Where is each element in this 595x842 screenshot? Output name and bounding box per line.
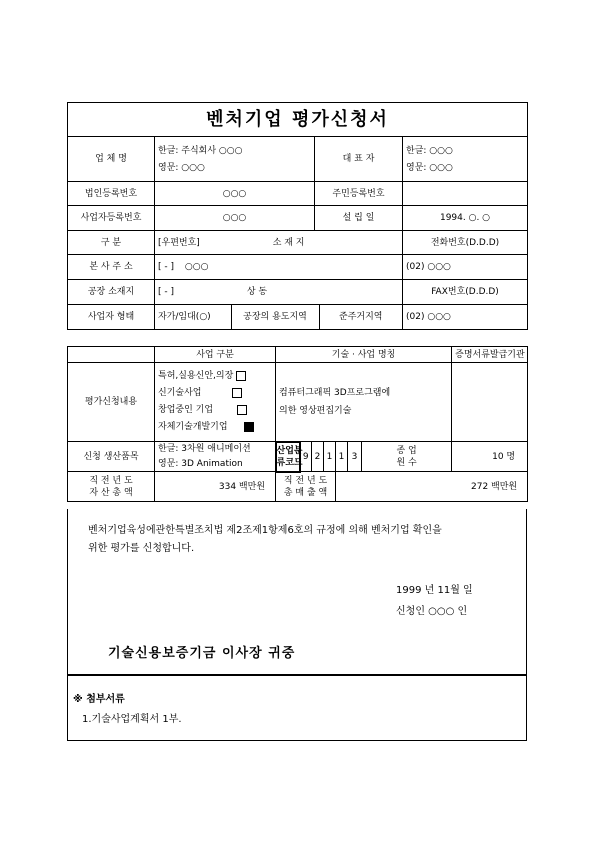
industry-code-label: 산업분 류코드	[276, 442, 300, 472]
division-label: 구 분	[68, 231, 155, 255]
tech-name-line-2: 의한 영상편집기술	[279, 405, 352, 416]
code-digit-2: 2	[312, 442, 324, 472]
attachment-item-1: 1.기술사업계획서 1부.	[82, 714, 182, 725]
startup-checkbox[interactable]	[237, 405, 247, 415]
employees-label: 종 업 원 수	[362, 442, 452, 472]
code-digit-4: 1	[336, 442, 348, 472]
company-name-en: 영문: ○○○	[158, 162, 205, 173]
ceo-label: 대 표 자	[315, 137, 403, 182]
corp-reg-label: 법인등록번호	[68, 182, 155, 206]
factory-address-cell	[155, 280, 403, 305]
attachments-box	[67, 675, 527, 741]
ownership-value: 자가/임대(○)	[155, 305, 231, 329]
corp-reg-value: ○○○	[155, 182, 315, 206]
hq-address-cell	[155, 255, 403, 280]
biz-type-cell	[155, 305, 403, 330]
zone-value: 준주거지역	[339, 312, 383, 322]
sales-value: 272 백만원	[336, 472, 528, 502]
ceo-name-kr: 한글: ○○○	[406, 145, 453, 156]
employees-value: 10 명	[452, 442, 528, 472]
option-new-tech[interactable]: 신기술사업	[158, 385, 272, 402]
option-patent[interactable]: 특허,실용신안,의장	[158, 368, 272, 385]
company-name-kr: 한글: 주식회사 ○○○	[158, 145, 243, 156]
product-en: 영문: 3D Animation	[158, 459, 243, 469]
resident-reg-label: 주민등록번호	[315, 182, 403, 206]
option-self-dev[interactable]: 자체기술개발기업	[158, 419, 272, 436]
product-label: 신청 생산품목	[68, 442, 155, 472]
location-label: 소 재 지	[272, 237, 305, 248]
category-options	[155, 363, 276, 442]
hq-postal: [ - ]	[158, 262, 174, 272]
assets-value: 334 백만원	[155, 472, 276, 502]
hq-phone: (02) ○○○	[403, 255, 528, 280]
factory-address: 상 동	[246, 287, 268, 297]
self-dev-checkbox[interactable]	[244, 422, 254, 432]
recipient: 기술신용보증기금 이사장 귀중	[108, 646, 296, 661]
product-kr: 한글: 3차원 애니메이션	[158, 444, 251, 454]
statement-date: 1999 년 11월 일	[396, 585, 473, 596]
statement-line-2: 위한 평가를 신청합니다.	[88, 543, 195, 554]
tech-header: 기술 · 사업 명칭	[276, 347, 452, 363]
sales-label: 직 전 년 도 총 매 출 액	[276, 472, 336, 502]
applicant-info-table	[67, 102, 528, 330]
biz-reg-value: ○○○	[155, 206, 315, 231]
factory-postal: [ - ]	[158, 287, 174, 297]
hq-address-label: 본 사 주 소	[68, 255, 155, 280]
form-title: 벤처기업 평가신청서	[68, 103, 528, 137]
tech-name-line-1: 컴퓨터그래픽 3D프로그램에	[279, 387, 391, 398]
attachments-header: ※ 첨부서류	[73, 694, 125, 705]
category-header: 사업 구분	[155, 347, 276, 363]
blank-header	[68, 347, 155, 363]
patent-checkbox[interactable]	[236, 371, 246, 381]
biz-type-inner	[155, 305, 402, 329]
eval-label: 평가신청내용	[68, 363, 155, 442]
postal-label: [우편번호]	[158, 237, 200, 248]
cert-value	[452, 363, 528, 442]
code-digit-3: 1	[324, 442, 336, 472]
new-tech-checkbox[interactable]	[232, 388, 242, 398]
biz-reg-label: 사업자등록번호	[68, 206, 155, 231]
product-cell	[155, 442, 276, 472]
location-header	[155, 231, 403, 255]
company-name-value	[155, 137, 315, 182]
tech-name-cell	[276, 363, 452, 442]
evaluation-table	[67, 346, 528, 502]
option-startup[interactable]: 창업중인 기업	[158, 402, 272, 419]
resident-reg-value	[403, 182, 528, 206]
factory-location-label: 공장 소재지	[68, 280, 155, 305]
company-name-label: 업 체 명	[68, 137, 155, 182]
fax-label: FAX번호(D.D.D)	[403, 280, 528, 305]
statement-box	[67, 509, 527, 675]
code-digit-5: 3	[348, 442, 362, 472]
ceo-value	[403, 137, 528, 182]
phone-label: 전화번호(D.D.D)	[403, 231, 528, 255]
fax-value: (02) ○○○	[403, 305, 528, 330]
established-label: 설 립 일	[315, 206, 403, 231]
established-value: 1994. ○. ○	[403, 206, 528, 231]
ceo-name-en: 영문: ○○○	[406, 162, 453, 173]
cert-header: 증명서류발급기관	[452, 347, 528, 363]
statement-line-1: 벤처기업육성에관한특별조치법 제2조제1항제6호의 규정에 의해 벤처기업 확인을	[88, 525, 442, 536]
applicant-signature: 신청인 ○○○ 인	[396, 606, 468, 617]
zone-label: 공장의 용도지역	[231, 305, 319, 329]
code-digit-1: 9	[300, 442, 312, 472]
assets-label: 직 전 년 도 자 산 총 액	[68, 472, 155, 502]
biz-type-label: 사업자 형태	[68, 305, 155, 330]
hq-address: ○○○	[184, 262, 209, 272]
